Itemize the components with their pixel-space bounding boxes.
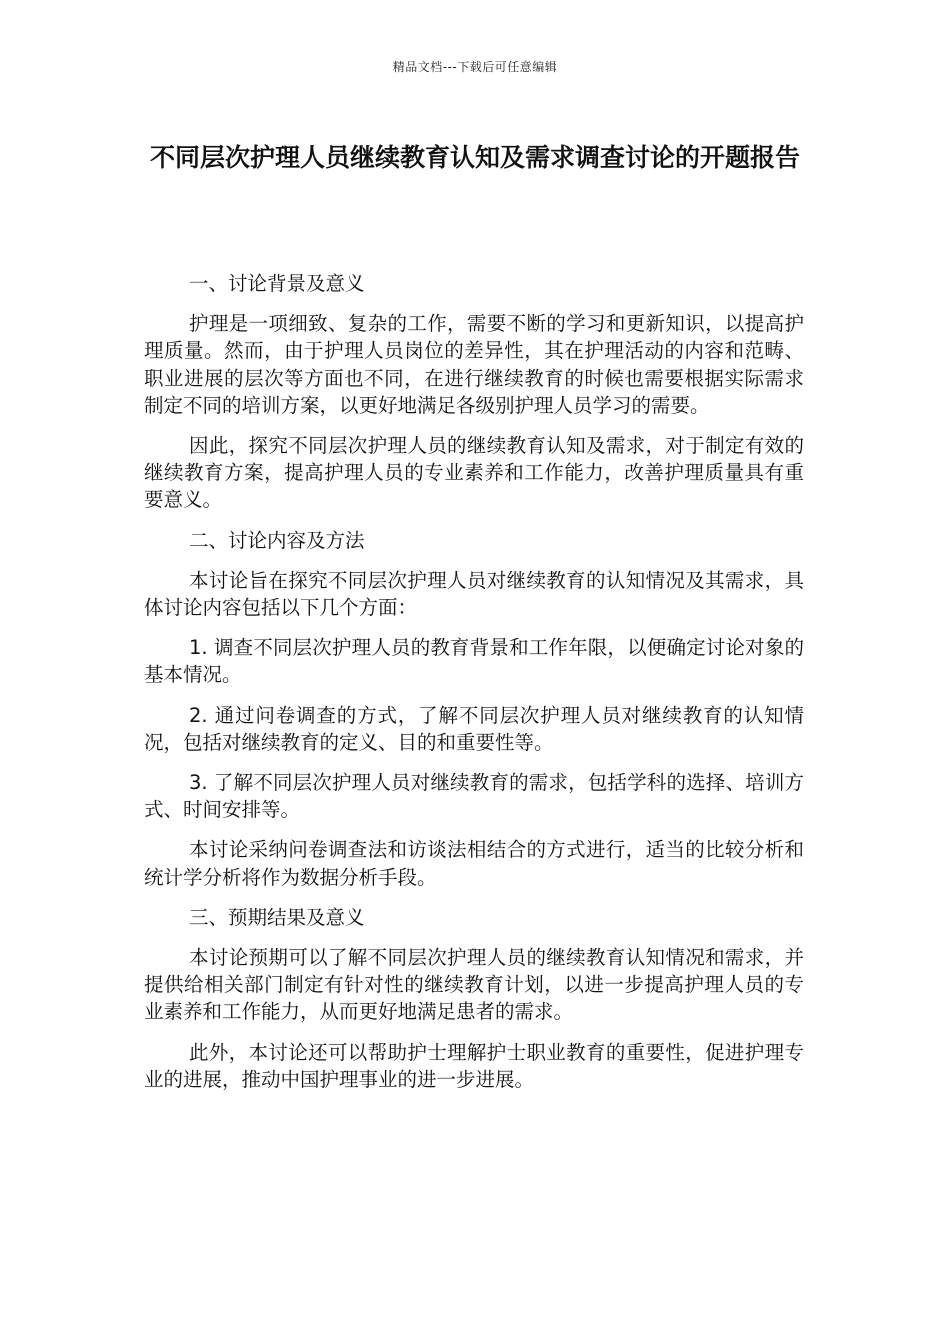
section-heading-expected-results: 三、预期结果及意义: [189, 905, 365, 929]
list-item: 3. 了解不同层次护理人员对继续教育的需求，包括学科的选择、培训方式、时间安排等。: [144, 771, 804, 822]
paragraph: 因此，探究不同层次护理人员的继续教育认知及需求，对于制定有效的继续教育方案，提高护理人员的专业素养和工作能力，改善护理质量具有重要意义。: [144, 434, 804, 512]
paragraph: 本讨论预期可以了解不同层次护理人员的继续教育认知情况和需求，并提供给相关部门制定有针对性的继续教育计划，以进一步提高护理人员的专业素养和工作能力，从而更好地满足患者的需求。: [144, 946, 804, 1024]
paragraph: 此外，本讨论还可以帮助护士理解护士职业教育的重要性，促进护理专业的进展，推动中国护理事业的进一步进展。: [144, 1040, 804, 1091]
list-item: 2. 通过问卷调查的方式，了解不同层次护理人员对继续教育的认知情况，包括对继续教育的定义、目的和重要性等。: [144, 703, 804, 754]
paragraph: 本讨论采纳问卷调查法和访谈法相结合的方式进行，适当的比较分析和统计学分析将作为数据分析手段。: [144, 838, 804, 889]
section-heading-content-methods: 二、讨论内容及方法: [189, 528, 365, 552]
list-item: 1. 调查不同层次护理人员的教育背景和工作年限，以便确定讨论对象的基本情况。: [144, 636, 804, 687]
paragraph: 护理是一项细致、复杂的工作，需要不断的学习和更新知识，以提高护理质量。然而，由于护理人员岗位的差异性，其在护理活动的内容和范畴、职业进展的层次等方面也不同，在进行继续教育的时候也需要根据实际需求制定不同的培训方案，以更好地满足各级别护理人员学习的需要。: [144, 312, 804, 417]
section-heading-background: 一、讨论背景及意义: [189, 272, 365, 295]
document-body: [144, 270, 804, 1106]
header-note: 精品文档---下载后可任意编辑: [392, 60, 558, 74]
document-title: 不同层次护理人员继续教育认知及需求调查讨论的开题报告: [149, 143, 800, 172]
paragraph: 本讨论旨在探究不同层次护理人员对继续教育的认知情况及其需求，具体讨论内容包括以下几个方面：: [144, 568, 804, 620]
